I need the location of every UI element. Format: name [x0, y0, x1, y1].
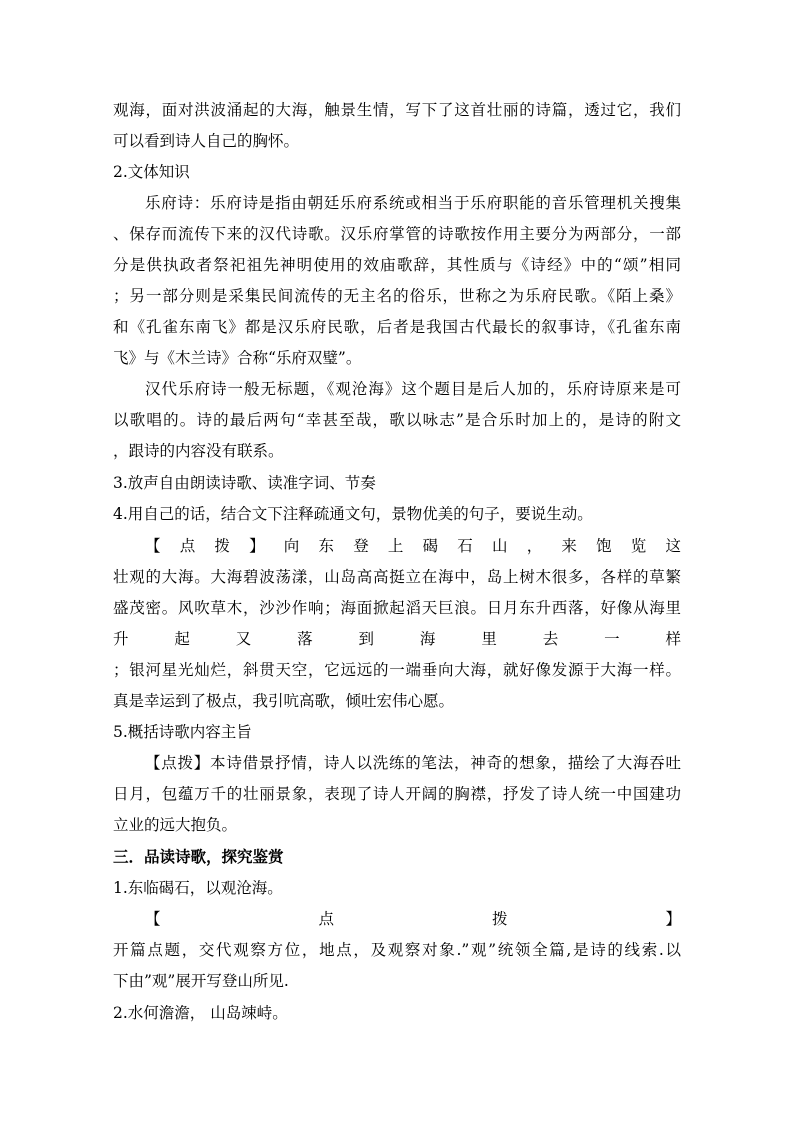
section-heading: 4.用自己的话，结合文下注释疏通文句，景物优美的句子，要说生动。	[113, 505, 593, 523]
section-heading: 1.东临碣石，以观沧海。	[113, 879, 283, 897]
text-line: 可以看到诗人自己的胸怀。	[113, 132, 300, 150]
hint-line: 【点拨】本诗借景抒情，诗人以洗练的笔法，神奇的想象，描绘了大海吞吐	[145, 754, 681, 772]
text-line: 飞》与《木兰诗》合称“乐府双璧”。	[113, 349, 362, 367]
text-line: 下由”观”展开写登山所见.	[113, 972, 289, 990]
text-line: 乐府诗：乐府诗是指由朝廷乐府系统或相当于乐府职能的音乐管理机关搜集	[145, 194, 681, 212]
text-line: 以歌唱的。诗的最后两句“幸甚至哉，歌以咏志”是合乐时加上的，是诗的附文	[113, 411, 681, 429]
text-line: ，跟诗的内容没有联系。	[113, 442, 284, 460]
text-line: 汉代乐府诗一般无标题，《观沧海》这个题目是后人加的，乐府诗原来是可	[145, 380, 681, 398]
text-line: ；银河星光灿烂，斜贯天空，它远远的一端垂向大海，就好像发源于大海一样。	[113, 661, 681, 679]
text-line: 立业的远大抱负。	[113, 816, 238, 834]
text-line: 、保存而流传下来的汉代诗歌。汉乐府掌管的诗歌按作用主要分为两部分，一部	[113, 225, 681, 243]
text-line: 升起又落到海里去一样	[113, 630, 681, 648]
text-line: 盛茂密。风吹草木，沙沙作响；海面掀起滔天巨浪。日月东升西落，好像从海里	[113, 599, 681, 617]
text-line: 日月，包蕴万千的壮丽景象，表现了诗人开阔的胸襟，抒发了诗人统一中国建功	[113, 785, 681, 803]
hint-line: 【点拨】	[145, 910, 681, 928]
text-line: 真是幸运到了极点，我引吭高歌，倾吐宏伟心愿。	[113, 692, 455, 710]
text-line: 分是供执政者祭祀祖先神明使用的效庙歌辞，其性质与《诗经》中的“颂”相同	[113, 256, 681, 274]
text-line: 和《孔雀东南飞》都是汉乐府民歌，后者是我国古代最长的叙事诗，《孔雀东南	[113, 318, 681, 336]
text-line: 观海，面对洪波涌起的大海，触景生情，写下了这首壮丽的诗篇，透过它，我们	[113, 101, 681, 119]
hint-line: 【点拨】向东登上碣石山，来饱览这	[145, 537, 681, 555]
section-heading: 2.文体知识	[113, 163, 190, 181]
section-heading: 2.水何澹澹， 山岛竦峙。	[113, 1004, 288, 1022]
chapter-heading: 三．品读诗歌，探究鉴赏	[113, 847, 284, 866]
text-line: ；另一部分则是采集民间流传的无主名的俗乐，世称之为乐府民歌。《陌上桑》	[113, 287, 681, 305]
section-heading: 3.放声自由朗读诗歌、读准字词、节奏	[113, 474, 376, 492]
section-heading: 5.概括诗歌内容主旨	[113, 723, 252, 741]
text-line: 开篇点题，交代观察方位，地点，及观察对象.”观”统领全篇,是诗的线索.以	[113, 941, 681, 959]
text-line: 壮观的大海。大海碧波荡漾，山岛高高挺立在海中，岛上树木很多，各样的草繁	[113, 568, 681, 586]
